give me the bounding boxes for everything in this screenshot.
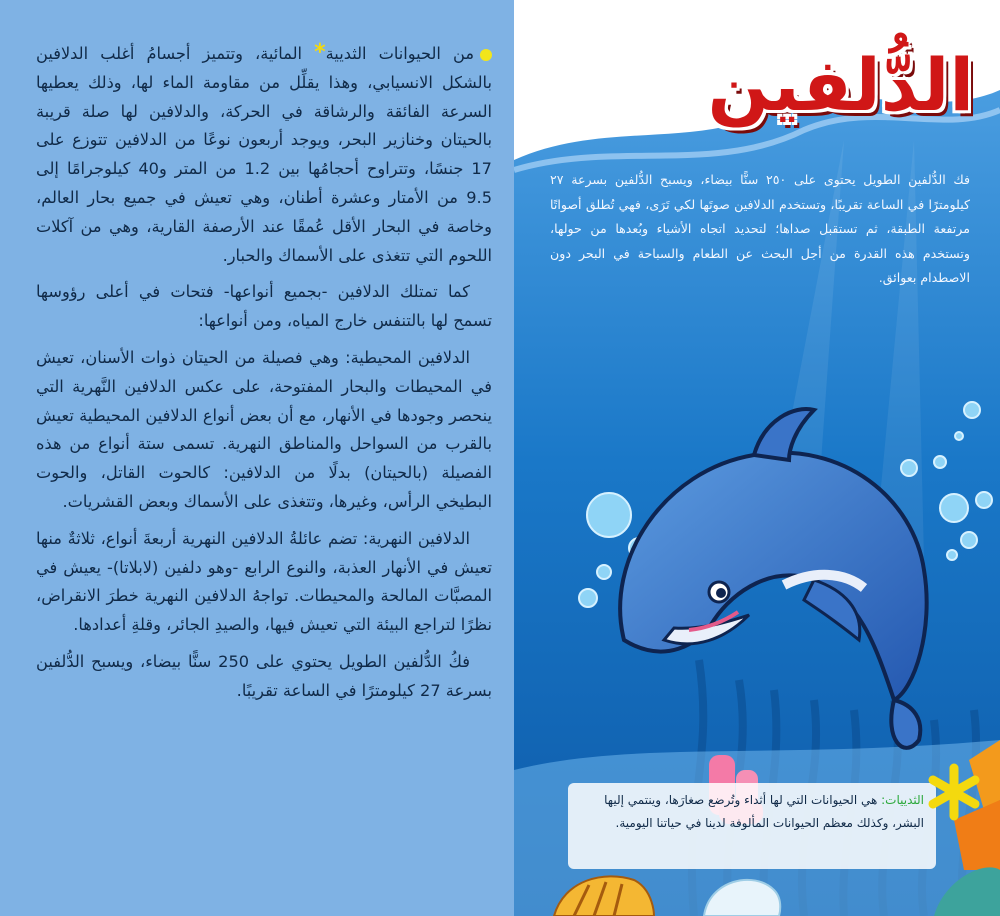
paragraph-1 bbox=[36, 40, 492, 270]
article-text bbox=[36, 40, 492, 714]
definition-term: الثدييات: bbox=[881, 793, 924, 807]
definition-box bbox=[568, 783, 936, 869]
paragraph-1-body: المائية، وتتميز أجسامُ أغلب الدلافين بالشكل الانسيابي، وهذا يقلِّل من مقاومة الماء لها، وذلك يعطيها السرعة الفائقة والرشاقة في الحركة، والدلافين لها صلة قريبة بالحيتان وخنازير البحر، ويوجد أربعون نوعًا من الدلافين تتوزع على 17 جنسًا، وتتراوح أحجامُها بين 1.2 من المتر و40 كيلوجرامًا إلى 9.5 من الأمتار وعشرة أطنان، وهي تعيش في جميع بحار العالم، وخاصة في البحار الأقل عُمقًا عند الأرصفة القارية، وهي من آكلات اللحوم التي تتغذى على الأسماك والحبار. bbox=[36, 44, 492, 265]
definition-text: هي الحيوانات التي لها أثداء وتُرضع صغارَها، وينتمي إليها البشر، وكذلك معظم الحيوانات المألوفة لدينا في حياتنا اليومية. bbox=[604, 793, 924, 830]
asterisk-star-icon bbox=[924, 762, 984, 822]
paragraph-5 bbox=[36, 648, 492, 706]
paragraph-5-text: فكُ الدُّلفين الطويل يحتوي على 250 سنًّا بيضاء، ويسبح الدُّلفين بسرعة 27 كيلومترًا في الساعة تقريبًا. bbox=[36, 651, 492, 700]
paragraph-3 bbox=[36, 344, 492, 517]
paragraph-1-lead: من الحيوانات الثديية bbox=[325, 44, 474, 63]
intro-text: فك الدُّلفين الطويل يحتوى على ٢٥٠ سنًّا بيضاء، ويسبح الدُّلفين بسرعة ٢٧ كيلومترًا في الساعة تقريبًا، وتستخدم الدلافين صوتَها لكي تَرَى، فهي تُطلق أصواتًا مرتفعة الطبقة، ثم تستقبل صداها؛ لتحديد اتجاه الأشياء وبُعدها من حولها، وتستخدم هذه القدرة من أجل البحث عن الطعام والسباحة في البحر دون الاصطدام بعوائق. bbox=[550, 172, 971, 285]
paragraph-4 bbox=[36, 525, 492, 640]
paragraph-2-text: كما تمتلك الدلافين -بجميع أنواعها- فتحات في أعلى رؤوسها تسمح لها بالتنفس خارج المياه، ومن أنواعها: bbox=[36, 282, 492, 331]
paragraph-4-text: الدلافين النهرية: تضم عائلةُ الدلافين النهرية أربعةَ أنواع، ثلاثةٌ منها تعيش في الأنهار العذبة، والنوع الرابع -وهو دلفين (لابلاتا)- يعيش في المصبَّات المالحة والمحيطات. تواجهُ الدلافين النهرية خطرَ الانقراض، نظرًا لتراجع البيئة التي تعيش فيها، والصيدِ الجائر، وقلةِ أعدادها. bbox=[36, 528, 492, 635]
paragraph-3-text: الدلافين المحيطية: وهي فصيلة من الحيتان ذوات الأسنان، تعيش في المحيطات والبحار المفتوحة، على عكس الدلافين النَّهرية التي ينحصر وجودها في الأنهار، مع أن بعض أنواع الدلافين المحيطية تعيش بالقرب من السواحل والمناطق النهرية. تسمى ستة أنواع من هذه الفصيلة (بالحيتان) بدلًا من الدلافين: كالحوت القاتل، والحوت البطيخي الرأس، وغيرها، وتتغذى على الأسماك وبعض القشريات. bbox=[36, 347, 492, 511]
page-title: الدُّلفين bbox=[707, 43, 974, 127]
right-illustration-panel bbox=[514, 0, 1000, 916]
asterisk-star-icon: * bbox=[314, 40, 326, 65]
paragraph-2 bbox=[36, 278, 492, 336]
bullet-dot-icon bbox=[480, 49, 492, 61]
